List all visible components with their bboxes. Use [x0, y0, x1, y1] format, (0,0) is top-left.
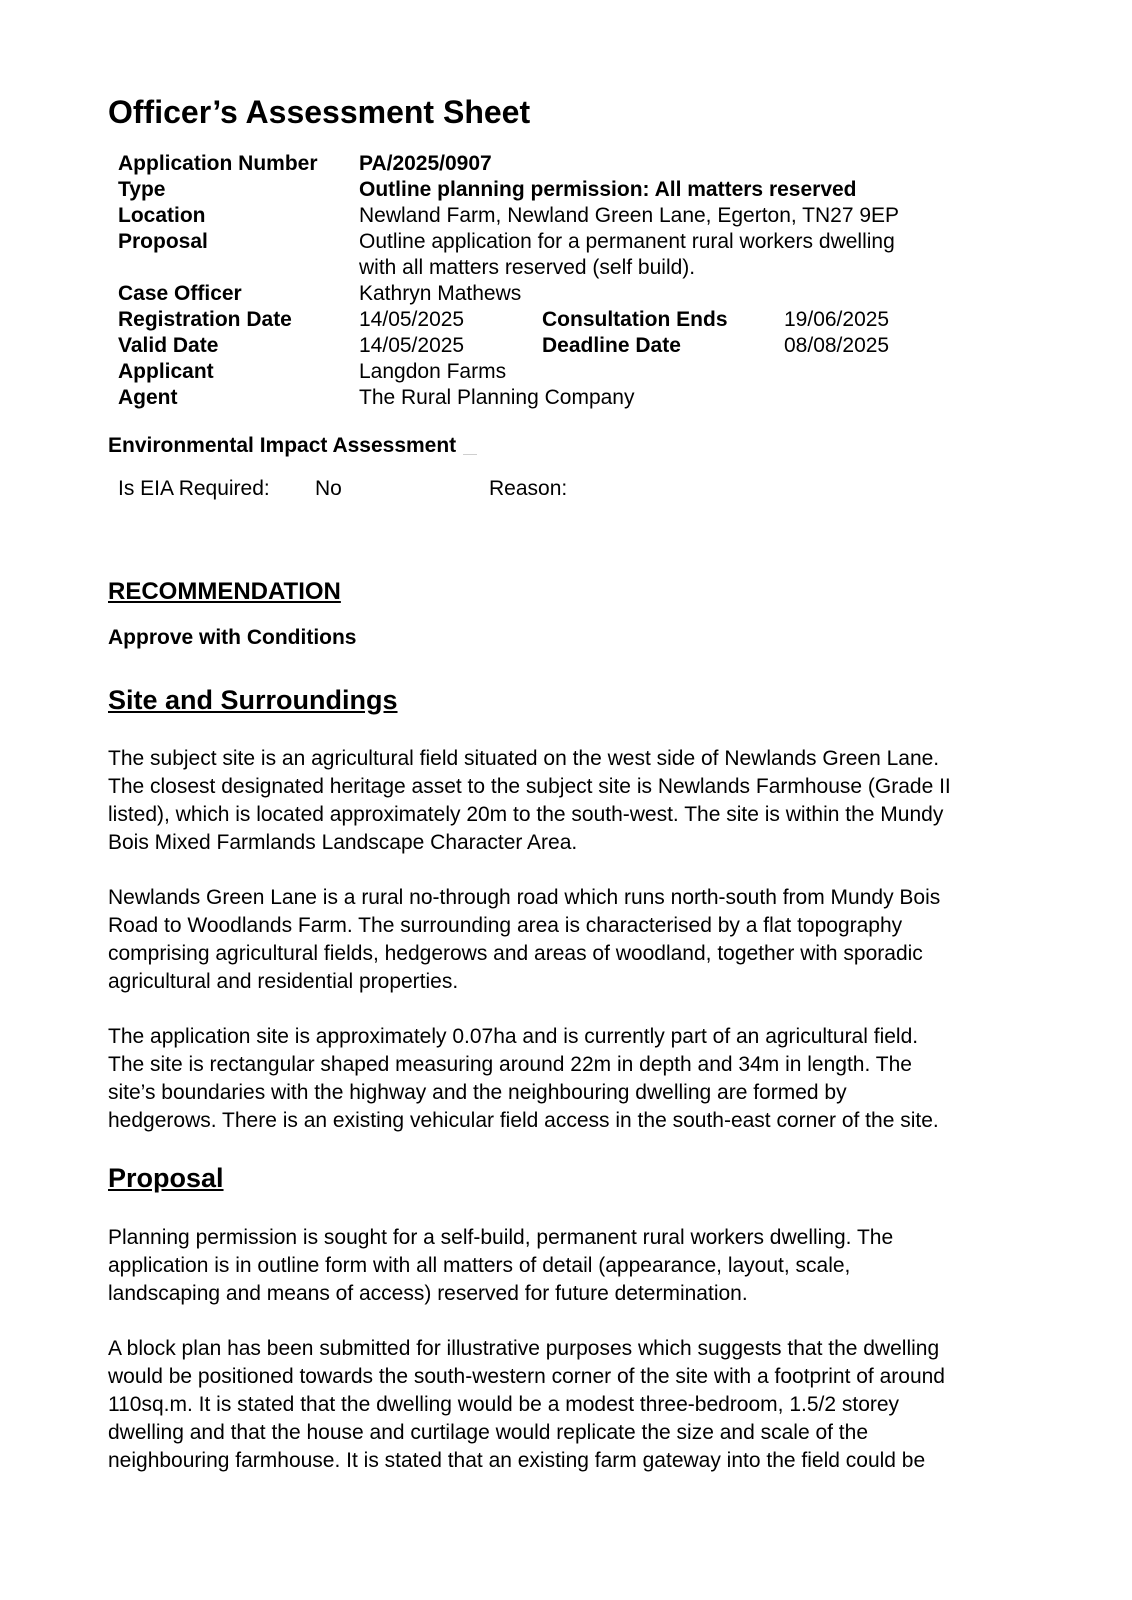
deadline-date-value: 08/08/2025 — [784, 334, 890, 357]
paragraph-line: hedgerows. There is an existing vehicular field access in the south-east corner of the site. — [108, 1109, 939, 1132]
paragraph-line: site’s boundaries with the highway and the neighbouring dwelling are formed by — [108, 1081, 847, 1104]
proposal-value-line: Outline application for a permanent rural workers dwelling — [359, 230, 895, 253]
site-paragraph — [108, 1023, 1028, 1135]
site-paragraph — [108, 745, 1028, 857]
eia-required-value: No — [315, 477, 342, 500]
type-value: Outline planning permission: All matters reserved — [359, 178, 857, 201]
paragraph-line: would be positioned towards the south-western corner of the site with a footprint of around — [108, 1365, 945, 1388]
paragraph-line: The site is rectangular shaped measuring around 22m in depth and 34m in length. The — [108, 1053, 912, 1076]
paragraph-line: Road to Woodlands Farm. The surrounding area is characterised by a flat topography — [108, 914, 903, 937]
location-label: Location — [118, 204, 206, 227]
paragraph-line: listed), which is located approximately 20m to the south-west. The site is within the Mundy — [108, 803, 944, 826]
proposal-heading: Proposal — [108, 1163, 224, 1193]
paragraph-line: dwelling and that the house and curtilage would replicate the size and scale of the — [108, 1421, 868, 1444]
paragraph-line: Planning permission is sought for a self-build, permanent rural workers dwelling. The — [108, 1226, 894, 1249]
paragraph-line: neighbouring farmhouse. It is stated that an existing farm gateway into the field could be — [108, 1449, 926, 1472]
proposal-value — [359, 229, 959, 281]
registration-date-value: 14/05/2025 — [359, 308, 465, 331]
eia-required-row — [118, 476, 818, 502]
paragraph-line: Bois Mixed Farmlands Landscape Character Area. — [108, 831, 578, 854]
proposal-label: Proposal — [118, 230, 208, 253]
recommendation-heading: RECOMMENDATION — [108, 578, 341, 605]
eia-heading-text: Environmental Impact Assessment — [108, 434, 457, 457]
applicant-label: Applicant — [118, 360, 214, 383]
consultation-ends-value: 19/06/2025 — [784, 308, 890, 331]
site-surroundings-heading: Site and Surroundings — [108, 685, 398, 715]
proposal-paragraph — [108, 1335, 1028, 1475]
registration-date-label: Registration Date — [118, 308, 292, 331]
document-title: Officer’s Assessment Sheet — [108, 94, 531, 130]
proposal-paragraph — [108, 1224, 1028, 1308]
type-label: Type — [118, 178, 166, 201]
paragraph-line: agricultural and residential properties. — [108, 970, 459, 993]
case-officer-label: Case Officer — [118, 282, 242, 305]
application-number-label: Application Number — [118, 152, 318, 175]
paragraph-line: Newlands Green Lane is a rural no-through road which runs north-south from Mundy Bois — [108, 886, 941, 909]
paragraph-line: comprising agricultural fields, hedgerows and areas of woodland, together with sporadic — [108, 942, 923, 965]
eia-heading — [108, 433, 477, 459]
eia-required-label: Is EIA Required: — [118, 477, 270, 500]
paragraph-line: The closest designated heritage asset to the subject site is Newlands Farmhouse (Grade II — [108, 775, 951, 798]
paragraph-line: A block plan has been submitted for illustrative purposes which suggests that the dwelling — [108, 1337, 940, 1360]
paragraph-line: The application site is approximately 0.07ha and is currently part of an agricultural field. — [108, 1025, 919, 1048]
agent-value: The Rural Planning Company — [359, 386, 635, 409]
agent-label: Agent — [118, 386, 178, 409]
eia-heading-mark — [463, 454, 477, 455]
application-number-value: PA/2025/0907 — [359, 152, 492, 175]
site-paragraph — [108, 884, 1028, 996]
eia-reason-label: Reason: — [489, 477, 568, 500]
location-value: Newland Farm, Newland Green Lane, Egerton, TN27 9EP — [359, 204, 900, 227]
paragraph-line: application is in outline form with all matters of detail (appearance, layout, scale, — [108, 1254, 851, 1277]
proposal-value-line: with all matters reserved (self build). — [359, 256, 696, 279]
valid-date-value: 14/05/2025 — [359, 334, 465, 357]
case-officer-value: Kathryn Mathews — [359, 282, 522, 305]
paragraph-line: The subject site is an agricultural field situated on the west side of Newlands Green Lane. — [108, 747, 940, 770]
paragraph-line: landscaping and means of access) reserved for future determination. — [108, 1282, 748, 1305]
deadline-date-label: Deadline Date — [542, 334, 681, 357]
recommendation-text: Approve with Conditions — [108, 626, 357, 649]
paragraph-line: 110sq.m. It is stated that the dwelling would be a modest three-bedroom, 1.5/2 storey — [108, 1393, 900, 1416]
consultation-ends-label: Consultation Ends — [542, 308, 728, 331]
applicant-value: Langdon Farms — [359, 360, 507, 383]
valid-date-label: Valid Date — [118, 334, 219, 357]
